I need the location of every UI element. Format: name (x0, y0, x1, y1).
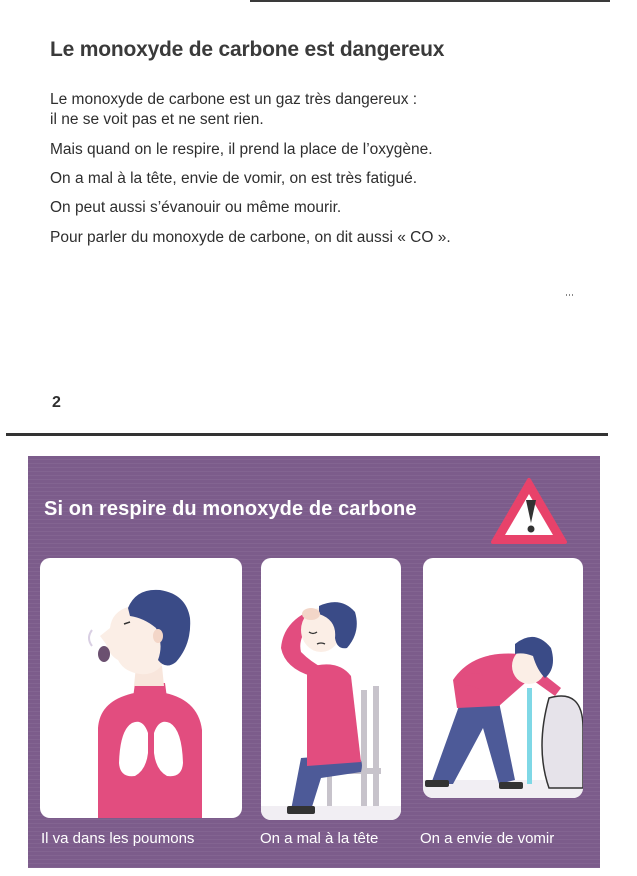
page-divider (6, 433, 608, 436)
paragraph-4: On peut aussi s’évanouir ou même mourir. (50, 199, 342, 216)
person-headache-illustration (261, 558, 401, 820)
paragraph-1-continued: il ne se voit pas et ne sent rien. (50, 111, 264, 128)
person-breathing-lungs-illustration (40, 558, 242, 818)
illustration-panel (28, 456, 600, 868)
paragraph-1: Le monoxyde de carbone est un gaz très dangereux : (50, 91, 418, 108)
card-vomiting (423, 558, 583, 798)
person-vomiting-illustration (423, 558, 583, 798)
card-headache (261, 558, 401, 820)
page-title: Le monoxyde de carbone est dangereux (50, 38, 445, 61)
paragraph-3: On a mal à la tête, envie de vomir, on est très fatigué. (50, 170, 418, 187)
paragraph-2: Mais quand on le respire, il prend la place de l’oxygène. (50, 141, 433, 158)
card-lungs (40, 558, 242, 818)
paragraph-5: Pour parler du monoxyde de carbone, on dit aussi « CO ». (50, 229, 451, 246)
caption-vomiting: On a envie de vomir (420, 830, 555, 847)
panel-title: Si on respire du monoxyde de carbone (44, 498, 417, 520)
scan-speck (566, 294, 574, 297)
caption-lungs: Il va dans les poumons (41, 830, 195, 847)
caption-headache: On a mal à la tête (260, 830, 379, 847)
page-number: 2 (52, 394, 61, 411)
warning-triangle-icon (490, 476, 568, 546)
